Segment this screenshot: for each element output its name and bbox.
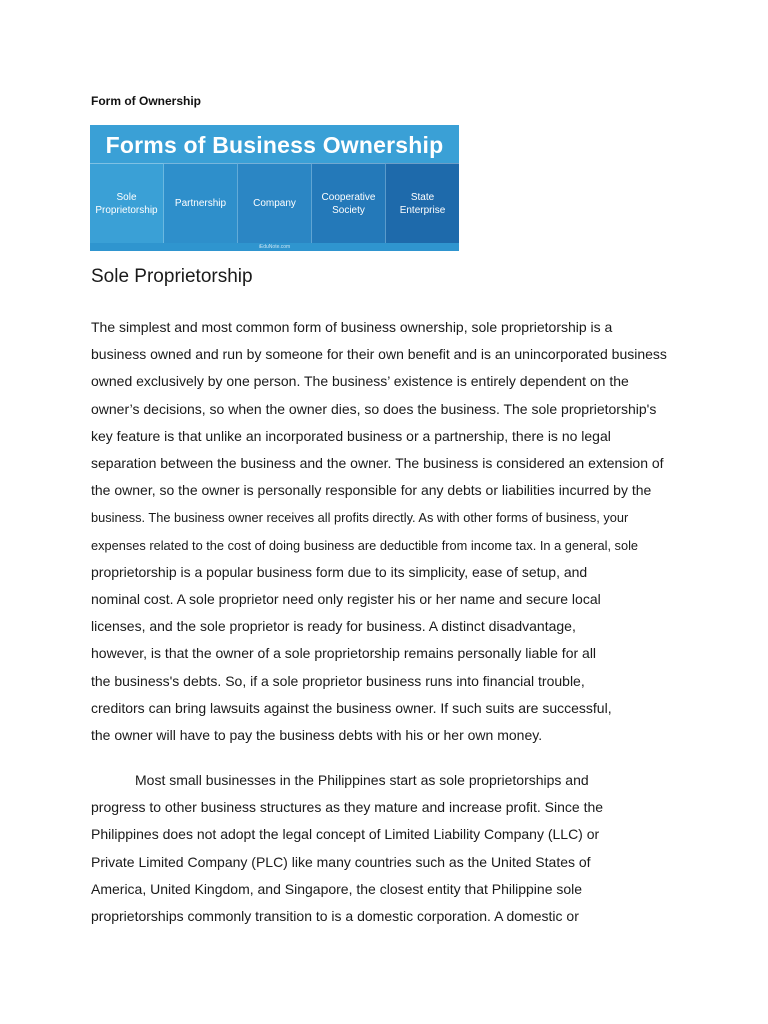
paragraph-line: progress to other business structures as they mature and increase profit. Since the — [91, 799, 604, 816]
banner-item-cooperative-society: Cooperative Society — [312, 163, 386, 243]
paragraph-line: business. The business owner receives all profits directly. As with other forms of business, your — [91, 510, 629, 526]
forms-of-ownership-banner — [90, 125, 459, 251]
banner-credit: iEduNote.com — [90, 243, 459, 251]
paragraph-line: creditors can bring lawsuits against the business owner. If such suits are successful, — [91, 699, 612, 716]
banner-items — [90, 163, 459, 243]
paragraph-line: owned exclusively by one person. The business’ existence is entirely dependent on the — [91, 373, 629, 390]
paragraph-line: America, United Kingdom, and Singapore, the closest entity that Philippine sole — [91, 880, 583, 897]
banner-item-sole-proprietorship: Sole Proprietorship — [90, 163, 164, 243]
paragraph-line: licenses, and the sole proprietor is ready for business. A distinct disadvantage, — [91, 618, 576, 635]
paragraph-line: The simplest and most common form of business ownership, sole proprietorship is a — [91, 319, 613, 335]
paragraph-line: proprietorship is a popular business form due to its simplicity, ease of setup, and — [91, 563, 588, 580]
document-heading: Form of Ownership — [91, 94, 202, 108]
paragraph-line: expenses related to the cost of doing business are deductible from income tax. In a general, sole — [91, 537, 639, 553]
paragraph-line: key feature is that unlike an incorporated business or a partnership, there is no legal — [91, 427, 611, 444]
section-heading: Sole Proprietorship — [91, 266, 253, 287]
paragraph-line: nominal cost. A sole proprietor need only register his or her name and secure local — [91, 591, 601, 608]
paragraph-line: the owner will have to pay the business debts with his or her own money. — [91, 727, 543, 744]
paragraph-philippines — [91, 767, 691, 930]
banner-item-state-enterprise: State Enterprise — [386, 163, 459, 243]
paragraph-sole-proprietorship — [91, 314, 691, 749]
banner-item-company: Company — [238, 163, 312, 243]
paragraph-line: Philippines does not adopt the legal concept of Limited Liability Company (LLC) or — [91, 826, 600, 843]
paragraph-line: Private Limited Company (PLC) like many countries such as the United States of — [91, 853, 591, 870]
paragraph-line: separation between the business and the owner. The business is considered an extension of — [91, 455, 664, 472]
paragraph-line: the business's debts. So, if a sole proprietor business runs into financial trouble, — [91, 672, 585, 689]
paragraph-line: however, is that the owner of a sole proprietorship remains personally liable for all — [91, 645, 597, 662]
paragraph-line: the owner, so the owner is personally responsible for any debts or liabilities incurred by the — [91, 482, 652, 499]
paragraph-line: Most small businesses in the Philippines start as sole proprietorships and — [135, 772, 589, 788]
banner-title: Forms of Business Ownership — [105, 132, 444, 158]
banner-item-partnership: Partnership — [164, 163, 238, 243]
paragraph-line: proprietorships commonly transition to is a domestic corporation. A domestic or — [91, 908, 579, 925]
paragraph-line: owner’s decisions, so when the owner dies, so does the business. The sole proprietorship's — [91, 400, 657, 417]
paragraph-line: business owned and run by someone for their own benefit and is an unincorporated business — [91, 346, 667, 363]
